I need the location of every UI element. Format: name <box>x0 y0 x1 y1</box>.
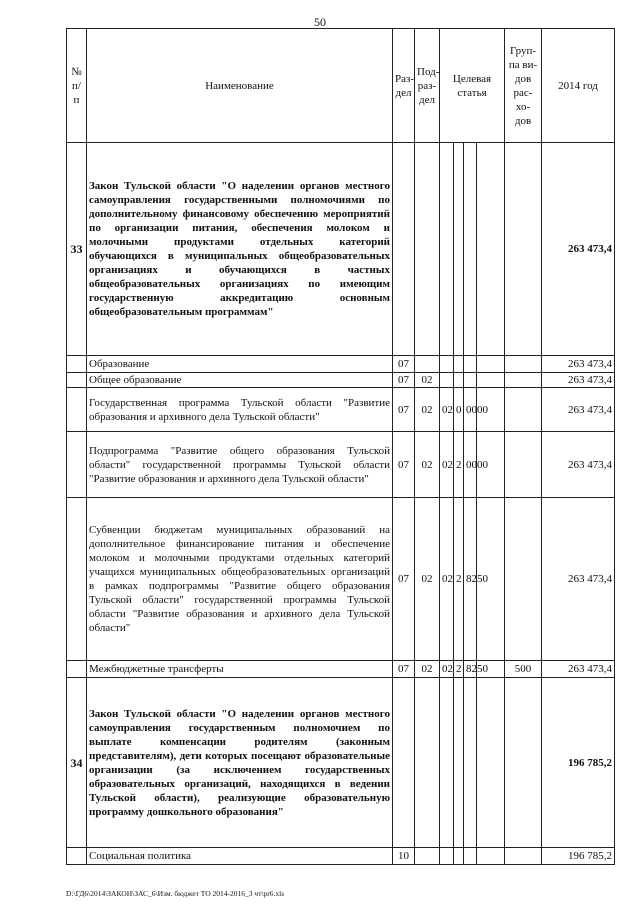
row-target-2 <box>454 848 464 865</box>
row-number <box>67 373 87 388</box>
row-target-3: 0000 <box>464 388 477 432</box>
header-year-2014: 2014 год <box>542 29 615 143</box>
row-razdel: 07 <box>393 498 415 661</box>
budget-table <box>66 28 615 865</box>
row-amount: 263 473,4 <box>542 432 615 498</box>
row-podrazdel: 02 <box>415 373 440 388</box>
row-target-1: 02 <box>440 388 454 432</box>
row-target-3: 8250 <box>464 498 477 661</box>
row-number <box>67 661 87 678</box>
table-row <box>67 373 615 388</box>
row-target-4 <box>477 678 505 848</box>
row-target-1: 02 <box>440 432 454 498</box>
row-number <box>67 848 87 865</box>
table-row <box>67 388 615 432</box>
row-amount: 263 473,4 <box>542 356 615 373</box>
row-amount: 263 473,4 <box>542 388 615 432</box>
row-target-2 <box>454 143 464 356</box>
row-target-4 <box>477 373 505 388</box>
row-expense-group <box>505 498 542 661</box>
row-target-3 <box>464 373 477 388</box>
row-target-1 <box>440 356 454 373</box>
row-number <box>67 498 87 661</box>
row-podrazdel: 02 <box>415 661 440 678</box>
row-expense-group <box>505 678 542 848</box>
row-target-3: 8250 <box>464 661 477 678</box>
row-target-2 <box>454 373 464 388</box>
row-amount: 196 785,2 <box>542 678 615 848</box>
row-expense-group: 500 <box>505 661 542 678</box>
row-name: Закон Тульской области "О наделении органов местного самоуправления государственными полномочиями по дополнительному финансовому обеспечению мероприятий по организации питания, обеспечения молоком и молочными продуктами отдельных категорий обучающихся в муниципальных общеобразовательных организациях и обучающихся в частных общеобразовательных организациях по имеющим государственную аккредитацию основным общеобразовательным программам" <box>87 143 393 356</box>
row-podrazdel <box>415 678 440 848</box>
row-razdel: 07 <box>393 432 415 498</box>
table-row <box>67 356 615 373</box>
row-number <box>67 356 87 373</box>
row-target-2 <box>454 678 464 848</box>
table-row <box>67 143 615 356</box>
row-name: Государственная программа Тульской области "Развитие образования и архивного дела Тульской области" <box>87 388 393 432</box>
table-row <box>67 848 615 865</box>
row-target-4 <box>477 356 505 373</box>
row-name: Подпрограмма "Развитие общего образования Тульской области" государственной программы Тульской области "Развитие образования и архивного дела Тульской области" <box>87 432 393 498</box>
row-target-2 <box>454 356 464 373</box>
row-name: Субвенции бюджетам муниципальных образований на дополнительное финансирование питания и обеспечение молоком и молочными продуктами отдельных категорий учащихся муниципальных общеобразовательных организаций в рамках подпрограммы "Развитие общего образования Тульской области" государственной программы Тульской области "Развитие образования и архивного дела Тульской области" <box>87 498 393 661</box>
row-target-3: 0000 <box>464 432 477 498</box>
row-amount: 196 785,2 <box>542 848 615 865</box>
table-row <box>67 678 615 848</box>
row-target-4 <box>477 143 505 356</box>
row-amount: 263 473,4 <box>542 373 615 388</box>
row-name: Образование <box>87 356 393 373</box>
row-number <box>67 432 87 498</box>
header-razdel: Раз- дел <box>393 29 415 143</box>
row-expense-group <box>505 432 542 498</box>
row-name: Общее образование <box>87 373 393 388</box>
header-podrazdel: Под- раз- дел <box>415 29 440 143</box>
row-name: Межбюджетные трансферты <box>87 661 393 678</box>
row-expense-group <box>505 143 542 356</box>
row-podrazdel <box>415 848 440 865</box>
row-amount: 263 473,4 <box>542 143 615 356</box>
row-target-1 <box>440 373 454 388</box>
row-expense-group <box>505 848 542 865</box>
table-row <box>67 661 615 678</box>
row-name: Социальная политика <box>87 848 393 865</box>
row-target-2: 2 <box>454 498 464 661</box>
header-target-article: Целевая статья <box>440 29 505 143</box>
page-number: 50 <box>314 15 326 29</box>
row-target-3 <box>464 356 477 373</box>
row-razdel <box>393 678 415 848</box>
row-amount: 263 473,4 <box>542 498 615 661</box>
row-amount: 263 473,4 <box>542 661 615 678</box>
row-target-1 <box>440 848 454 865</box>
table-row <box>67 432 615 498</box>
row-target-3 <box>464 678 477 848</box>
row-target-3 <box>464 848 477 865</box>
row-podrazdel <box>415 356 440 373</box>
row-razdel: 10 <box>393 848 415 865</box>
row-target-3 <box>464 143 477 356</box>
row-podrazdel: 02 <box>415 388 440 432</box>
row-razdel <box>393 143 415 356</box>
row-target-2: 2 <box>454 432 464 498</box>
row-name: Закон Тульской области "О наделении органов местного самоуправления государственным полномочием по выплате компенсации родителям (законным представителям), дети которых посещают образовательные организации (за исключением государственных образовательных организаций, находящихся в ведении Тульской области), реализующие образовательную программу дошкольного образования" <box>87 678 393 848</box>
row-razdel: 07 <box>393 661 415 678</box>
row-target-1 <box>440 143 454 356</box>
row-razdel: 07 <box>393 356 415 373</box>
row-target-1: 02 <box>440 661 454 678</box>
header-expense-group: Груп- па ви- дов рас- хо- дов <box>505 29 542 143</box>
table-row <box>67 498 615 661</box>
row-razdel: 07 <box>393 373 415 388</box>
row-expense-group <box>505 388 542 432</box>
file-path-footer: D:\ГД6\2014\ЗАКОН\ЗАС_6\Изм. бюджет ТО 2014-2016_3 чт\рr6.xls <box>66 889 285 898</box>
row-target-4 <box>477 848 505 865</box>
header-name: Наименование <box>87 29 393 143</box>
row-number: 33 <box>67 143 87 356</box>
row-podrazdel: 02 <box>415 498 440 661</box>
row-expense-group <box>505 373 542 388</box>
row-target-2: 2 <box>454 661 464 678</box>
header-num: № п/ п <box>67 29 87 143</box>
row-target-2: 0 <box>454 388 464 432</box>
row-target-1 <box>440 678 454 848</box>
row-razdel: 07 <box>393 388 415 432</box>
row-expense-group <box>505 356 542 373</box>
row-podrazdel <box>415 143 440 356</box>
row-target-1: 02 <box>440 498 454 661</box>
header-row <box>67 29 615 143</box>
row-number <box>67 388 87 432</box>
row-podrazdel: 02 <box>415 432 440 498</box>
row-number: 34 <box>67 678 87 848</box>
